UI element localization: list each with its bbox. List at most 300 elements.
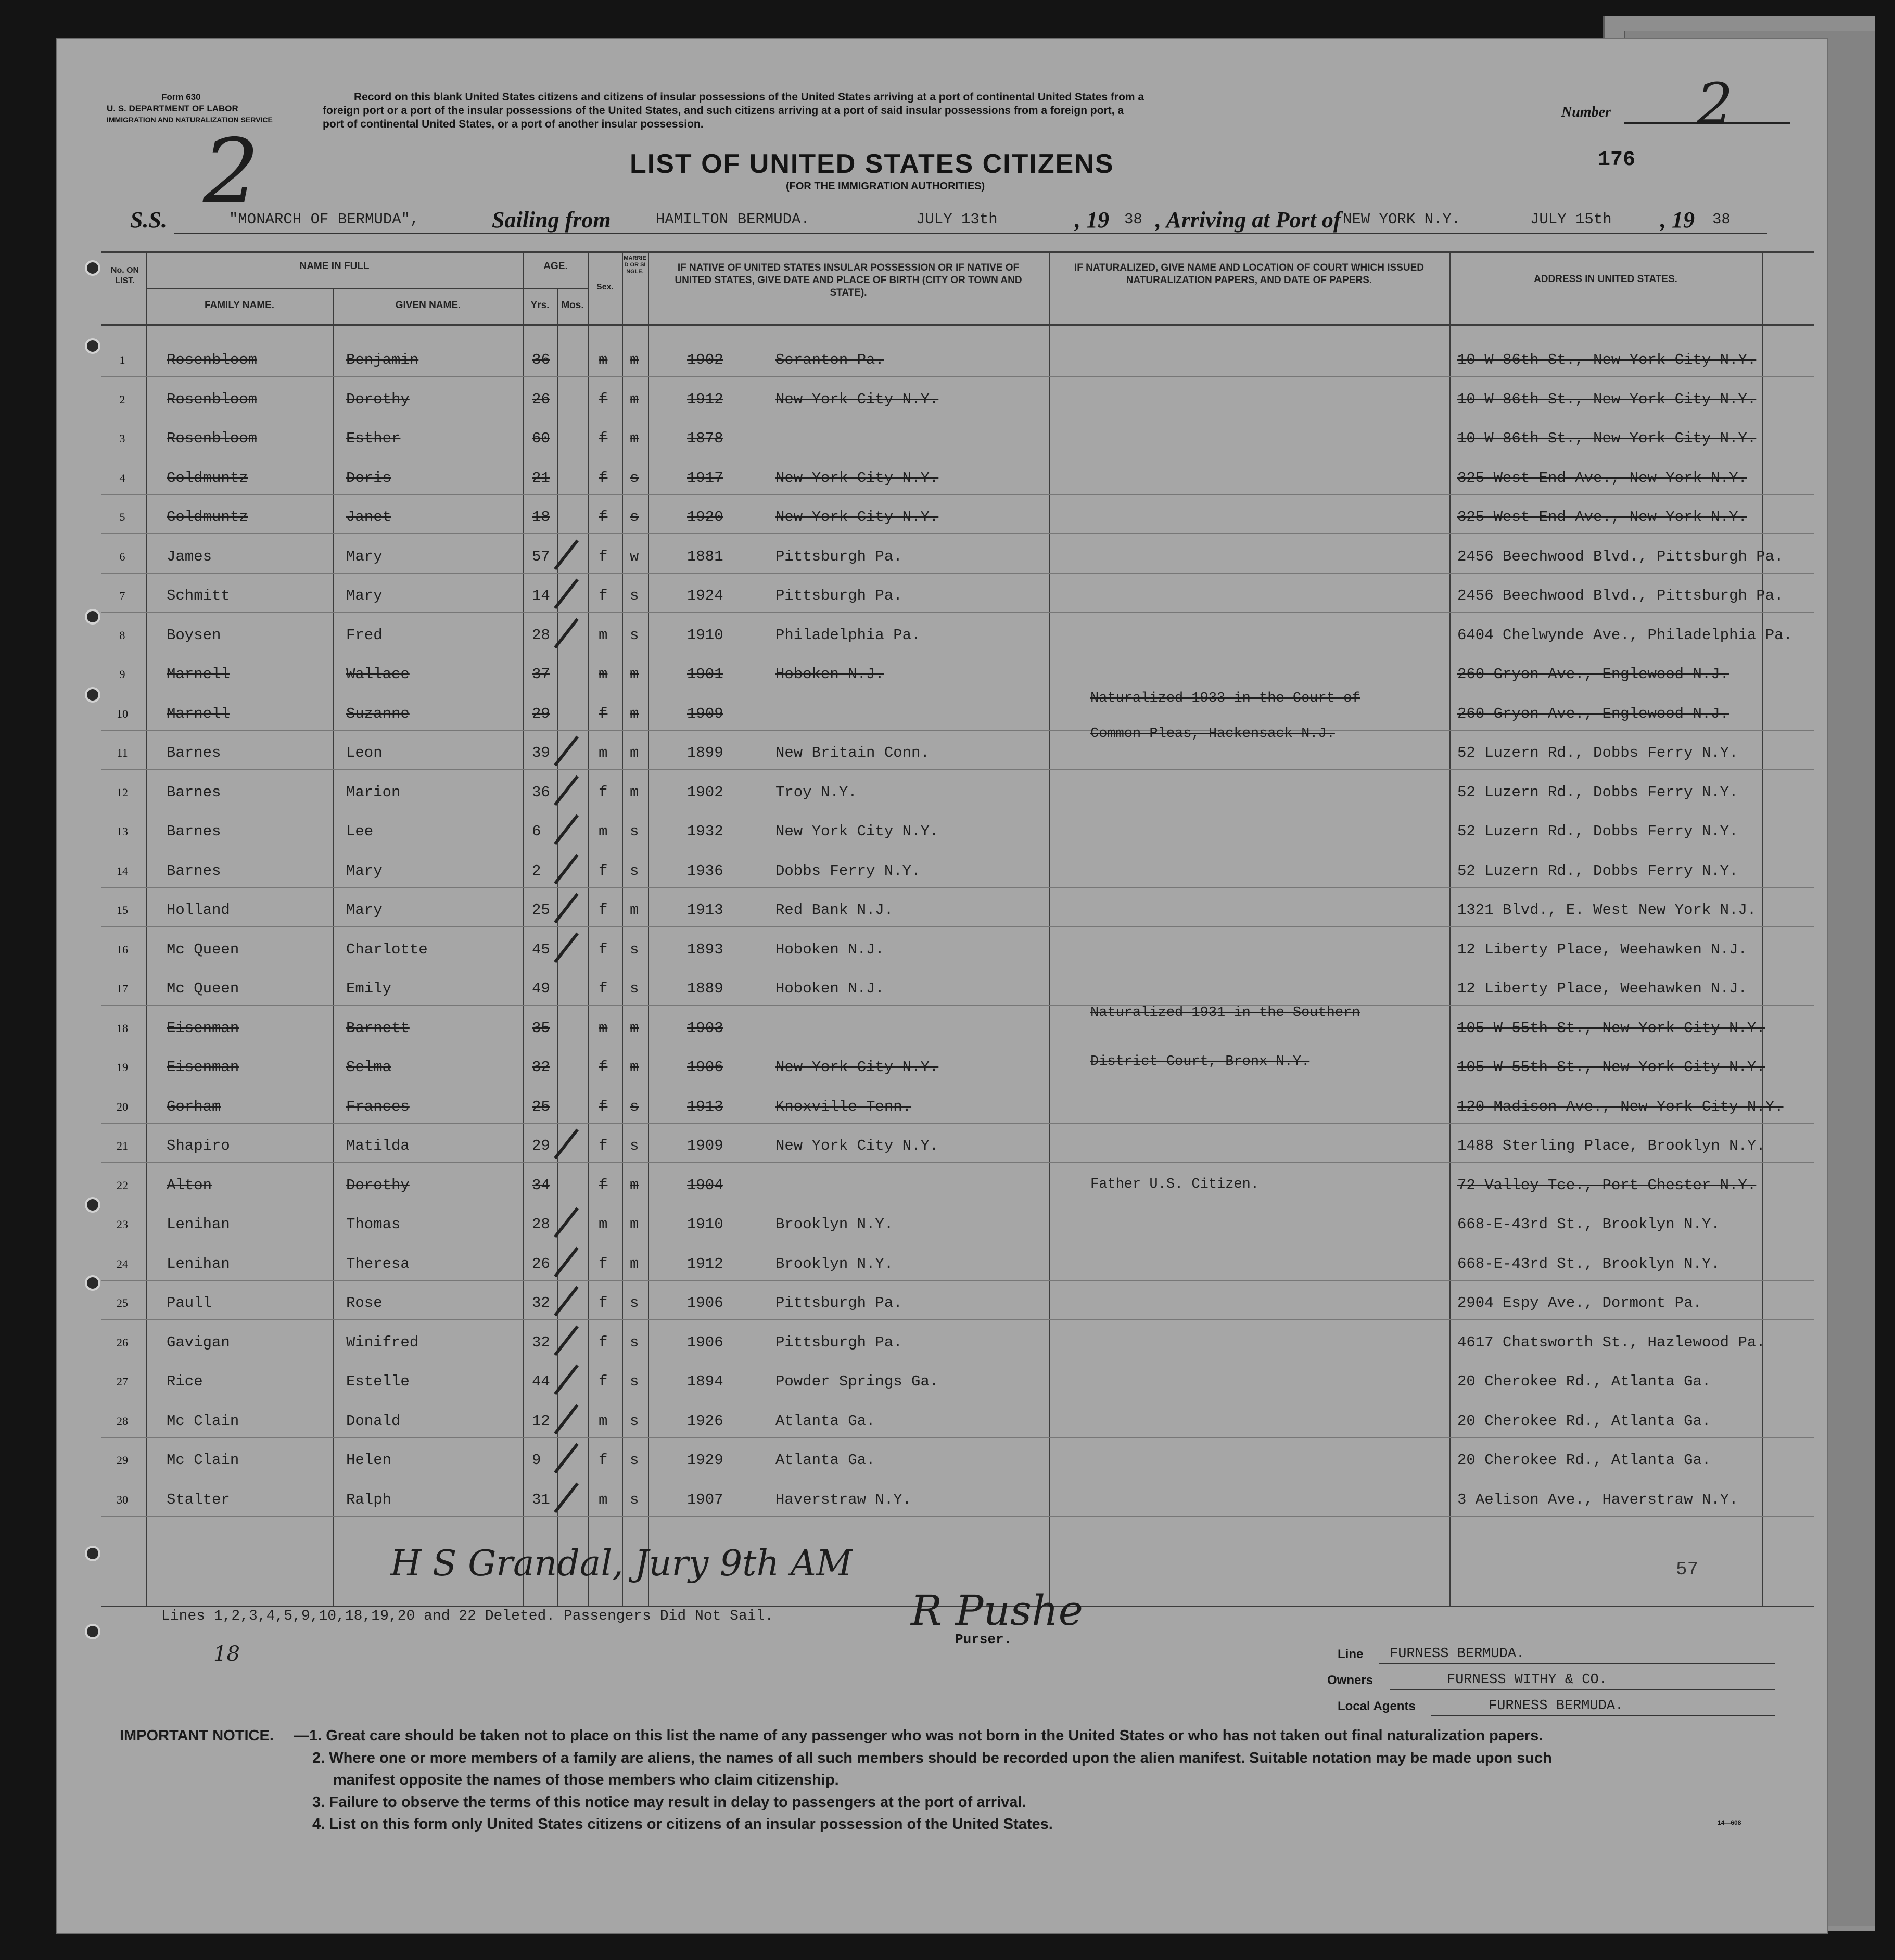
notice-item-2a: 2. Where one or more members of a family are aliens, the names of all such members should be recorded upon the alien manifest. Suitable notation may be made upon such xyxy=(312,1750,1552,1766)
address: 52 Luzern Rd., Dobbs Ferry N.Y. xyxy=(1457,744,1738,761)
row-number: 27 xyxy=(117,1375,128,1388)
row-number: 17 xyxy=(117,982,128,995)
row-number: 16 xyxy=(117,943,128,956)
birth-year: 1917 xyxy=(687,469,723,487)
sex: m xyxy=(599,666,608,683)
address: 4617 Chatsworth St., Hazlewood Pa. xyxy=(1457,1333,1765,1351)
header-age: AGE. xyxy=(543,261,568,272)
row-number: 13 xyxy=(117,825,128,838)
age-years: 36 xyxy=(532,351,550,368)
given-name: Barnett xyxy=(346,1019,410,1037)
sex: f xyxy=(599,1452,608,1469)
family-name: Paull xyxy=(167,1294,212,1312)
age-years: 31 xyxy=(532,1491,550,1508)
row-number: 23 xyxy=(117,1218,128,1231)
address: 10-W-86th St., New York City N.Y. xyxy=(1457,430,1757,447)
birth-place: New York City N.Y. xyxy=(775,1137,939,1154)
birth-year: 1913 xyxy=(687,1098,723,1115)
given-name: Theresa xyxy=(346,1255,410,1272)
owners-underline xyxy=(1390,1689,1775,1690)
header-naturalized: IF NATURALIZED, GIVE NAME AND LOCATION OF COURT WHICH ISSUED NATURALIZATION PAPERS, AND DATE OF PAPERS. xyxy=(1074,262,1424,286)
birth-year: 1901 xyxy=(687,666,723,683)
marital-status: m xyxy=(630,1216,639,1233)
header-married-single: MARRIED OR SINGLE. xyxy=(624,255,646,275)
birth-place: Pittsburgh Pa. xyxy=(775,548,902,565)
naturalization: Father U.S. Citizen. xyxy=(1090,1176,1260,1192)
given-name: Mary xyxy=(346,548,383,565)
sex: f xyxy=(599,430,608,447)
family-name: Rosenbloom xyxy=(167,351,258,368)
given-name: Frances xyxy=(346,1098,410,1115)
sex: m xyxy=(599,744,608,761)
arrival-port: NEW YORK N.Y. xyxy=(1343,211,1461,228)
birth-place: Powder Springs Ga. xyxy=(775,1373,939,1390)
address: 668-E-43rd St., Brooklyn N.Y. xyxy=(1457,1216,1720,1233)
family-name: Barnes xyxy=(167,744,221,761)
header-birth: IF NATIVE OF UNITED STATES INSULAR POSSESSION OR IF NATIVE OF UNITED STATES, GIVE DATE AND PLACE OF BIRTH (CITY OR TOWN AND STATE). xyxy=(675,262,1022,298)
address: 260 Gryon Ave., Englewood N.J. xyxy=(1457,666,1729,683)
sex: m xyxy=(599,1019,608,1037)
row-number: 28 xyxy=(117,1414,128,1428)
birth-place: New Britain Conn. xyxy=(775,744,930,761)
sex: m xyxy=(599,626,608,644)
family-name: Rosenbloom xyxy=(167,390,258,408)
birth-year: 1924 xyxy=(687,587,723,604)
given-name: Emily xyxy=(346,980,392,997)
row-rule xyxy=(101,1437,1814,1438)
family-name: Rosenbloom xyxy=(167,430,258,447)
birth-year: 1906 xyxy=(687,1294,723,1312)
birth-place: Troy N.Y. xyxy=(775,783,857,801)
page-subtitle: (FOR THE IMMIGRATION AUTHORITIES) xyxy=(786,181,985,192)
birth-year: 1909 xyxy=(687,1137,723,1154)
age-years: 49 xyxy=(532,980,550,997)
birth-place: Atlanta Ga. xyxy=(775,1412,875,1430)
given-name: Dorothy xyxy=(346,1176,410,1194)
sex: f xyxy=(599,783,608,801)
birth-year: 1902 xyxy=(687,351,723,368)
owners-label: Owners xyxy=(1327,1673,1373,1687)
sex: f xyxy=(599,469,608,487)
birth-place: New York City N.Y. xyxy=(775,469,939,487)
family-name: Barnes xyxy=(167,862,221,880)
sex: m xyxy=(599,351,608,368)
age-years: 29 xyxy=(532,705,550,722)
family-name: Rice xyxy=(167,1373,203,1390)
family-name: Barnes xyxy=(167,783,221,801)
sex: f xyxy=(599,1098,608,1115)
purser-signature: R Pushe xyxy=(911,1586,1083,1635)
birth-place: Scranton Pa. xyxy=(775,351,884,368)
arrival-year: 38 xyxy=(1712,211,1731,228)
age-years: 26 xyxy=(532,1255,550,1272)
given-name: Donald xyxy=(346,1412,401,1430)
row-number: 10 xyxy=(117,707,128,720)
row-number: 15 xyxy=(117,903,128,917)
marital-status: m xyxy=(630,901,639,919)
row-rule xyxy=(101,1123,1814,1124)
birth-place: Dobbs Ferry N.Y. xyxy=(775,862,921,880)
row-rule xyxy=(101,573,1814,574)
birth-year: 1878 xyxy=(687,430,723,447)
notice-item-4: 4. List on this form only United States citizens or citizens of an insular possession of the United States. xyxy=(312,1816,1053,1832)
birth-place: Haverstraw N.Y. xyxy=(775,1491,912,1508)
age-years: 60 xyxy=(532,430,550,447)
marital-status: m xyxy=(630,1255,639,1272)
family-name: Marnell xyxy=(167,705,230,722)
sex: f xyxy=(599,862,608,880)
marital-status: s xyxy=(630,1294,639,1312)
given-name: Mary xyxy=(346,901,383,919)
birth-place: Pittsburgh Pa. xyxy=(775,587,902,604)
birth-year: 1881 xyxy=(687,548,723,565)
birth-year: 1906 xyxy=(687,1333,723,1351)
arriving-label: , Arriving at Port of xyxy=(1155,207,1341,233)
sex: m xyxy=(599,823,608,840)
marital-status: s xyxy=(630,1137,639,1154)
age-years: 36 xyxy=(532,783,550,801)
ss-label: S.S. xyxy=(130,207,167,233)
given-name: Esther xyxy=(346,430,401,447)
row-number: 30 xyxy=(117,1493,128,1506)
family-name: Boysen xyxy=(167,626,221,644)
marital-status: m xyxy=(630,1019,639,1037)
row-number: 22 xyxy=(117,1178,128,1192)
row-number: 7 xyxy=(119,589,125,602)
row-rule xyxy=(101,769,1814,770)
row-rule xyxy=(101,1005,1814,1006)
age-years: 37 xyxy=(532,666,550,683)
address: 3 Aelison Ave., Haverstraw N.Y. xyxy=(1457,1491,1738,1508)
address: 1488 Sterling Place, Brooklyn N.Y. xyxy=(1457,1137,1765,1154)
address: 72 Valley Tce., Port Chester N.Y. xyxy=(1457,1176,1757,1194)
department-name: U. S. DEPARTMENT OF LABOR xyxy=(107,104,238,113)
birth-year: 1903 xyxy=(687,1019,723,1037)
age-years: 57 xyxy=(532,548,550,565)
naturalization-continuation-row18: District Court, Bronx N.Y. xyxy=(1090,1054,1310,1070)
sailing-port: HAMILTON BERMUDA. xyxy=(656,211,810,228)
sex: f xyxy=(599,1255,608,1272)
family-name: Lenihan xyxy=(167,1216,230,1233)
given-name: Dorothy xyxy=(346,390,410,408)
number-value: 2 xyxy=(1697,71,1733,137)
ship-name: "MONARCH OF BERMUDA", xyxy=(229,211,419,228)
birth-place: New York City N.Y. xyxy=(775,508,939,526)
family-name: Eisenman xyxy=(167,1019,239,1037)
given-name: Wallace xyxy=(346,666,410,683)
marital-status: m xyxy=(630,1059,639,1076)
birth-year: 1910 xyxy=(687,1216,723,1233)
birth-place: New York City N.Y. xyxy=(775,823,939,840)
age-years: 35 xyxy=(532,1019,550,1037)
agents-underline xyxy=(1431,1715,1775,1716)
header-address: ADDRESS IN UNITED STATES. xyxy=(1534,274,1677,285)
given-name: Helen xyxy=(346,1452,392,1469)
col-line xyxy=(557,288,558,1607)
row-rule xyxy=(101,1516,1814,1517)
punch-hole xyxy=(85,609,100,625)
row-rule xyxy=(101,1319,1814,1320)
header-sex: Sex. xyxy=(596,283,614,291)
age-years: 32 xyxy=(532,1059,550,1076)
marital-status: s xyxy=(630,469,639,487)
address: 1321 Blvd., E. West New York N.J. xyxy=(1457,901,1757,919)
line-underline xyxy=(1379,1663,1775,1664)
family-name: Mc Queen xyxy=(167,940,239,958)
birth-place: Philadelphia Pa. xyxy=(775,626,921,644)
birth-year: 1893 xyxy=(687,940,723,958)
birth-place: Knoxville Tenn. xyxy=(775,1098,912,1115)
family-name: Lenihan xyxy=(167,1255,230,1272)
marital-status: s xyxy=(630,1491,639,1508)
family-name: Shapiro xyxy=(167,1137,230,1154)
birth-year: 1912 xyxy=(687,1255,723,1272)
punch-hole xyxy=(85,260,100,276)
notice-item-2b: manifest opposite the names of those members who claim citizenship. xyxy=(333,1772,839,1788)
age-years: 9 xyxy=(532,1452,541,1469)
given-name: Ralph xyxy=(346,1491,392,1508)
marital-status: m xyxy=(630,1176,639,1194)
address: 260 Gryon Ave., Englewood N.J. xyxy=(1457,705,1729,722)
birth-place: New York City N.Y. xyxy=(775,390,939,408)
row-number: 25 xyxy=(117,1296,128,1309)
family-name: Gorham xyxy=(167,1098,221,1115)
arrival-date: JULY 15th xyxy=(1530,211,1612,228)
form-number: Form 630 xyxy=(161,92,201,102)
birth-place: Hoboken N.J. xyxy=(775,940,884,958)
family-name: Holland xyxy=(167,901,230,919)
birth-place: Pittsburgh Pa. xyxy=(775,1294,902,1312)
address: 2456 Beechwood Blvd., Pittsburgh Pa. xyxy=(1457,548,1784,565)
marital-status: m xyxy=(630,430,639,447)
address: 120 Madison Ave., New York City N.Y. xyxy=(1457,1098,1784,1115)
header-months: Mos. xyxy=(561,300,584,311)
birth-year: 1912 xyxy=(687,390,723,408)
address: 52 Luzern Rd., Dobbs Ferry N.Y. xyxy=(1457,783,1738,801)
sex: f xyxy=(599,1373,608,1390)
row-number: 6 xyxy=(119,550,125,563)
family-name: Alton xyxy=(167,1176,212,1194)
row-number: 18 xyxy=(117,1021,128,1035)
marital-status: m xyxy=(630,351,639,368)
sex: f xyxy=(599,901,608,919)
age-years: 29 xyxy=(532,1137,550,1154)
age-years: 28 xyxy=(532,626,550,644)
birth-place: Red Bank N.J. xyxy=(775,901,894,919)
given-name: Selma xyxy=(346,1059,392,1076)
birth-place: Brooklyn N.Y. xyxy=(775,1255,894,1272)
birth-year: 1932 xyxy=(687,823,723,840)
header-years: Yrs. xyxy=(530,300,550,311)
age-years: 21 xyxy=(532,469,550,487)
address: 325 West End Ave., New York N.Y. xyxy=(1457,469,1747,487)
row-number: 4 xyxy=(119,471,125,485)
header-no-on-list: No. ON LIST. xyxy=(110,266,139,285)
birth-year: 1907 xyxy=(687,1491,723,1508)
deleted-lines-note: Lines 1,2,3,4,5,9,10,18,19,20 and 22 Deleted. Passengers Did Not Sail. xyxy=(161,1608,774,1624)
sex: f xyxy=(599,1137,608,1154)
address: 12 Liberty Place, Weehawken N.J. xyxy=(1457,980,1747,997)
birth-place: Hoboken N.J. xyxy=(775,666,884,683)
row-rule xyxy=(101,612,1814,613)
marital-status: m xyxy=(630,783,639,801)
age-years: 26 xyxy=(532,390,550,408)
family-name: Eisenman xyxy=(167,1059,239,1076)
row-number: 14 xyxy=(117,864,128,877)
row-number: 20 xyxy=(117,1100,128,1113)
owners-value: FURNESS WITHY & CO. xyxy=(1447,1672,1607,1688)
given-name: Mary xyxy=(346,587,383,604)
age-header-divider xyxy=(523,288,588,289)
family-name: Marnell xyxy=(167,666,230,683)
agents-value: FURNESS BERMUDA. xyxy=(1489,1698,1624,1714)
given-name: Matilda xyxy=(346,1137,410,1154)
address: 20 Cherokee Rd., Atlanta Ga. xyxy=(1457,1452,1711,1469)
table-top-border xyxy=(101,251,1814,253)
table-header-bottom xyxy=(101,324,1814,326)
marital-status: s xyxy=(630,823,639,840)
header-name-in-full: NAME IN FULL xyxy=(299,261,370,272)
purser-label: Purser. xyxy=(955,1632,1012,1647)
margin-mark: 18 xyxy=(213,1642,240,1666)
name-header-divider xyxy=(146,288,523,289)
given-name: Janet xyxy=(346,508,392,526)
punch-hole xyxy=(85,1546,100,1561)
header-family-name: FAMILY NAME. xyxy=(204,300,275,311)
given-name: Marion xyxy=(346,783,401,801)
given-name: Leon xyxy=(346,744,383,761)
family-name: Schmitt xyxy=(167,587,230,604)
marital-status: m xyxy=(630,744,639,761)
sex: f xyxy=(599,1294,608,1312)
address: 105-W-55th St., New York City N.Y. xyxy=(1457,1019,1765,1037)
birth-year: 1889 xyxy=(687,980,723,997)
row-number: 19 xyxy=(117,1061,128,1074)
birth-place: New York City N.Y. xyxy=(775,1059,939,1076)
marital-status: s xyxy=(630,1098,639,1115)
given-name: Estelle xyxy=(346,1373,410,1390)
family-name: Mc Clain xyxy=(167,1452,239,1469)
marital-status: s xyxy=(630,1333,639,1351)
punch-hole xyxy=(85,1275,100,1291)
punch-hole xyxy=(85,1624,100,1639)
given-name: Fred xyxy=(346,626,383,644)
sailing-year: 38 xyxy=(1124,211,1142,228)
given-name: Benjamin xyxy=(346,351,419,368)
address: 52 Luzern Rd., Dobbs Ferry N.Y. xyxy=(1457,823,1738,840)
family-name: Gavigan xyxy=(167,1333,230,1351)
row-number: 1 xyxy=(119,353,125,366)
row-rule xyxy=(101,1162,1814,1163)
year-prefix-2: , 19 xyxy=(1660,207,1695,233)
birth-place: Pittsburgh Pa. xyxy=(775,1333,902,1351)
sailing-label: Sailing from xyxy=(492,207,611,233)
row-number: 2 xyxy=(119,392,125,406)
family-name: Stalter xyxy=(167,1491,230,1508)
family-name: Mc Queen xyxy=(167,980,239,997)
age-years: 34 xyxy=(532,1176,550,1194)
birth-year: 1899 xyxy=(687,744,723,761)
sex: f xyxy=(599,508,608,526)
address: 6404 Chelwynde Ave., Philadelphia Pa. xyxy=(1457,626,1792,644)
row-number: 21 xyxy=(117,1139,128,1152)
service-name: IMMIGRATION AND NATURALIZATION SERVICE xyxy=(107,116,273,124)
sex: f xyxy=(599,940,608,958)
birth-year: 1904 xyxy=(687,1176,723,1194)
marital-status: s xyxy=(630,587,639,604)
birth-year: 1929 xyxy=(687,1452,723,1469)
stamp-number: 176 xyxy=(1598,148,1636,172)
punch-hole xyxy=(85,338,100,354)
birth-year: 1920 xyxy=(687,508,723,526)
marital-status: m xyxy=(630,390,639,408)
marital-status: s xyxy=(630,1452,639,1469)
naturalization: Naturalized 1931 in the Southern xyxy=(1090,1004,1360,1021)
family-name: James xyxy=(167,548,212,565)
family-name: Mc Clain xyxy=(167,1412,239,1430)
sailing-date: JULY 13th xyxy=(916,211,998,228)
birth-year: 1913 xyxy=(687,901,723,919)
family-name: Goldmuntz xyxy=(167,469,248,487)
row-number: 12 xyxy=(117,785,128,799)
col-line xyxy=(333,288,334,1607)
birth-year: 1902 xyxy=(687,783,723,801)
birth-year: 1910 xyxy=(687,626,723,644)
page-title: LIST OF UNITED STATES CITIZENS xyxy=(630,149,1114,179)
handwritten-list-mark: 2 xyxy=(203,120,260,223)
marital-status: s xyxy=(630,508,639,526)
address: 20 Cherokee Rd., Atlanta Ga. xyxy=(1457,1412,1711,1430)
given-name: Rose xyxy=(346,1294,383,1312)
age-years: 2 xyxy=(532,862,541,880)
address: 2904 Espy Ave., Dormont Pa. xyxy=(1457,1294,1702,1312)
marital-status: s xyxy=(630,862,639,880)
given-name: Doris xyxy=(346,469,392,487)
birth-year: 1936 xyxy=(687,862,723,880)
row-number: 24 xyxy=(117,1257,128,1270)
address: 10-W-86th St., New York City N.Y. xyxy=(1457,390,1757,408)
given-name: Winifred xyxy=(346,1333,419,1351)
age-years: 39 xyxy=(532,744,550,761)
row-rule xyxy=(101,1280,1814,1281)
row-number: 3 xyxy=(119,432,125,445)
given-name: Thomas xyxy=(346,1216,401,1233)
manifest-sheet xyxy=(57,39,1827,1933)
number-label: Number xyxy=(1561,104,1611,120)
family-name: Goldmuntz xyxy=(167,508,248,526)
age-years: 12 xyxy=(532,1412,550,1430)
marital-status: m xyxy=(630,705,639,722)
given-name: Charlotte xyxy=(346,940,428,958)
sex: m xyxy=(599,1491,608,1508)
age-years: 25 xyxy=(532,1098,550,1115)
birth-year: 1926 xyxy=(687,1412,723,1430)
age-years: 18 xyxy=(532,508,550,526)
age-years: 32 xyxy=(532,1333,550,1351)
sex: f xyxy=(599,980,608,997)
line-label: Line xyxy=(1338,1647,1364,1661)
address: 105-W-55th St., New York City N.Y. xyxy=(1457,1059,1765,1076)
row-number: 26 xyxy=(117,1335,128,1349)
print-code: 14—608 xyxy=(1718,1819,1741,1826)
agents-label: Local Agents xyxy=(1338,1699,1416,1713)
row-number: 29 xyxy=(117,1454,128,1467)
row-number: 9 xyxy=(119,668,125,681)
naturalization-continuation-row10: Common Pleas, Hackensack N.J. xyxy=(1090,726,1335,742)
birth-year: 1909 xyxy=(687,705,723,722)
row-number: 5 xyxy=(119,511,125,524)
age-years: 25 xyxy=(532,901,550,919)
